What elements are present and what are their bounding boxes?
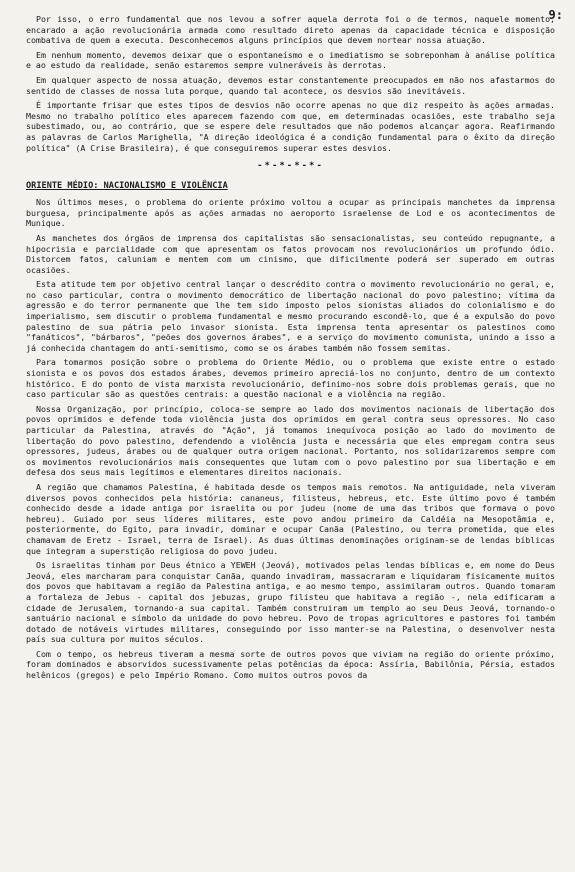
paragraph: Em nenhum momento, devemos deixar que o espontaneísmo e o imediatismo se sobreponham à análise política e ao estudo da realidade, senão estaremos sempre vulneráveis às derrotas. [26,49,555,71]
section-middle-east [26,181,555,681]
page-number: 9: [548,8,563,22]
section-intro [26,14,555,153]
paragraph: A região que chamamos Palestina, é habitada desde os tempos mais remotos. Na antiguidade, nela viveram diversos povos conhecidos pela história: cananeus, filisteus, hebreus, etc. Este último povo é também conhecido desde a idade antiga por israelita ou por judeu (nome de uma das tribos que formava o povo hebreu). Guiado por seus líderes militares, este povo andou primeiro da Caldéia na Mesopotâmia e, posteriormente, do Egito, para invadir, dominar e ocupar Canãa (Palestino, ou terra prometida, que eles chamavam de Eretz - Israel, terra de Israel). As duas últimas denominações originam-se de lendas bíblicas que integram a superstição religiosa do povo judeu. [26,481,555,556]
paragraph: Com o tempo, os hebreus tiveram a mesma sorte de outros povos que viviam na região do oriente próximo, foram dominados e absorvidos sucessivamente pelas potências da época: Assíria, Babilônia, Pérsia, estados helênicos (gregos) e pelo Império Romano. Como muitos outros povos da [26,648,555,681]
section-separator: -*-*-*-*- [257,161,324,172]
paragraph: Nos últimos meses, o problema do oriente próximo voltou a ocupar as principais manchetes da imprensa burguesa, principalmente após as ações armadas no aeroporto israelense de Lod e os acontecimentos de Munique. [26,197,555,229]
paragraph: Por isso, o erro fundamental que nos levou a sofrer aquela derrota foi o de termos, naquele momento, encarado a ação revolucionária armada como resultado direto apenas da capacidade técnica e disposição combativa de quem a executa. Desconhecemos alguns princípios que devem nortear nossa atuação. [26,14,555,46]
paragraph: Para tomarmos posição sobre o problema do Oriente Médio, ou o problema que existe entre o estado sionista e os povos dos estados árabes, devemos primeiro apreciá-los no conjunto, dentro de um contexto histórico. E do ponto de vista marxista revolucionário, definimo-nos sobre dois problemas gerais, que no caso particular são as questões centrais: a questão nacional e a violência na região. [26,357,555,400]
paragraph: As manchetes dos órgãos de imprensa dos capitalistas são sensacionalistas, seu conteúdo repugnante, a hipocrisia e parcialidade com que apresentam os fatos provocam nos revolucionários um profundo ódio. Distorcem fatos, caluniam e mentem com um cinismo, que dificilmente poderá ser superado em outras ocasiões. [26,232,555,275]
paragraph: É importante frisar que estes tipos de desvios não ocorre apenas no que diz respeito às ações armadas. Mesmo no trabalho político eles aparecem fazendo com que, em determinadas ocasiões, este trabalho seja subestimado, ou, ao contrário, que se espere dele resultados que não podemos alcançar agora. Reafirmando as palavras de Carlos Marighella, "A direção ideológica é a condição fundamental para o êxito da direção política" (A Crise Brasileira), é que conseguiremos superar estes desvios. [26,100,555,153]
paragraph: Os israelitas tinham por Deus étnico a YEWEH (Jeová), motivados pelas lendas bíblicas e, em nome do Deus Jeová, eles marcharam para conquistar Canãa, quando invadiram, massacraram e liquidaram fisicamente muitos dos povos que habitavam a região da Palestina antiga, e ao mesmo tempo, assimilaram outros. Quando tomaram a fortaleza de Jebus - capital dos jebuzas, grupo filisteu que habitava a região -, nela edificaram a cidade de Jerusalem, tornando-a sua capital. Também construiram um templo ao seu Deus Jeová, tornando-o santuário nacional e símbolo da unidade do povo hebreu. Povo de tropas agricultores e pastores foi também dotado de notáveis virtudes militares, conseguindo por isso manter-se na Palestina, o desenvolver nesta país sua cultura por muitos séculos. [26,560,555,645]
paragraph: Em qualquer aspecto de nossa atuação, devemos estar constantemente preocupados em não nos afastarmos do sentido de classes de nossa luta porque, quando tal acontece, os desvios são inevitáveis. [26,74,555,96]
paragraph: Esta atitude tem por objetivo central lançar o descrédito contra o movimento revolucionário no geral, e, no caso particular, contra o movimento democrático de libertação nacional do povo palestino; vítima da agressão e do terror permanente que lhe tem sido imposto pelos sionistas aliados do colonialismo e do imperialismo, sem discutir o problema fundamental e mesmo procurando escondê-lo, que é a expulsão do povo palestino de sua pátria pelo invasor sionista. Esta imprensa tenta apresentar os palestinos como "fanáticos", "bárbaros", "peões dos governos árabes", e a serviço do movimento comunista, unindo a isso a já conhecida chantagem do anti-semitismo, como se os árabes também não fossem semitas. [26,279,555,353]
paragraph: Nossa Organização, por princípio, coloca-se sempre ao lado dos movimentos nacionais de libertação dos povos oprimidos e defende toda violência justa dos oprimidos em geral contra seus opressores. No caso particular da Palestina, através do "Ação", já tomamos inequívoca posição ao lado do movimento de libertação do povo palestino, defendendo a violência justa e necessária que eles empregam contra seus opressores, judeus, árabes ou de qualquer outra origem nacional. Portanto, nos solidarizaremos sempre com os movimentos revolucionários mais consequentes que lutam com o povo palestino por sua libertação e em defesa dos seus mais legítimos e elementares direitos nacionais. [26,403,555,478]
section-heading: ORIENTE MÉDIO: NACIONALISMO E VIOLÊNCIA [26,181,228,192]
